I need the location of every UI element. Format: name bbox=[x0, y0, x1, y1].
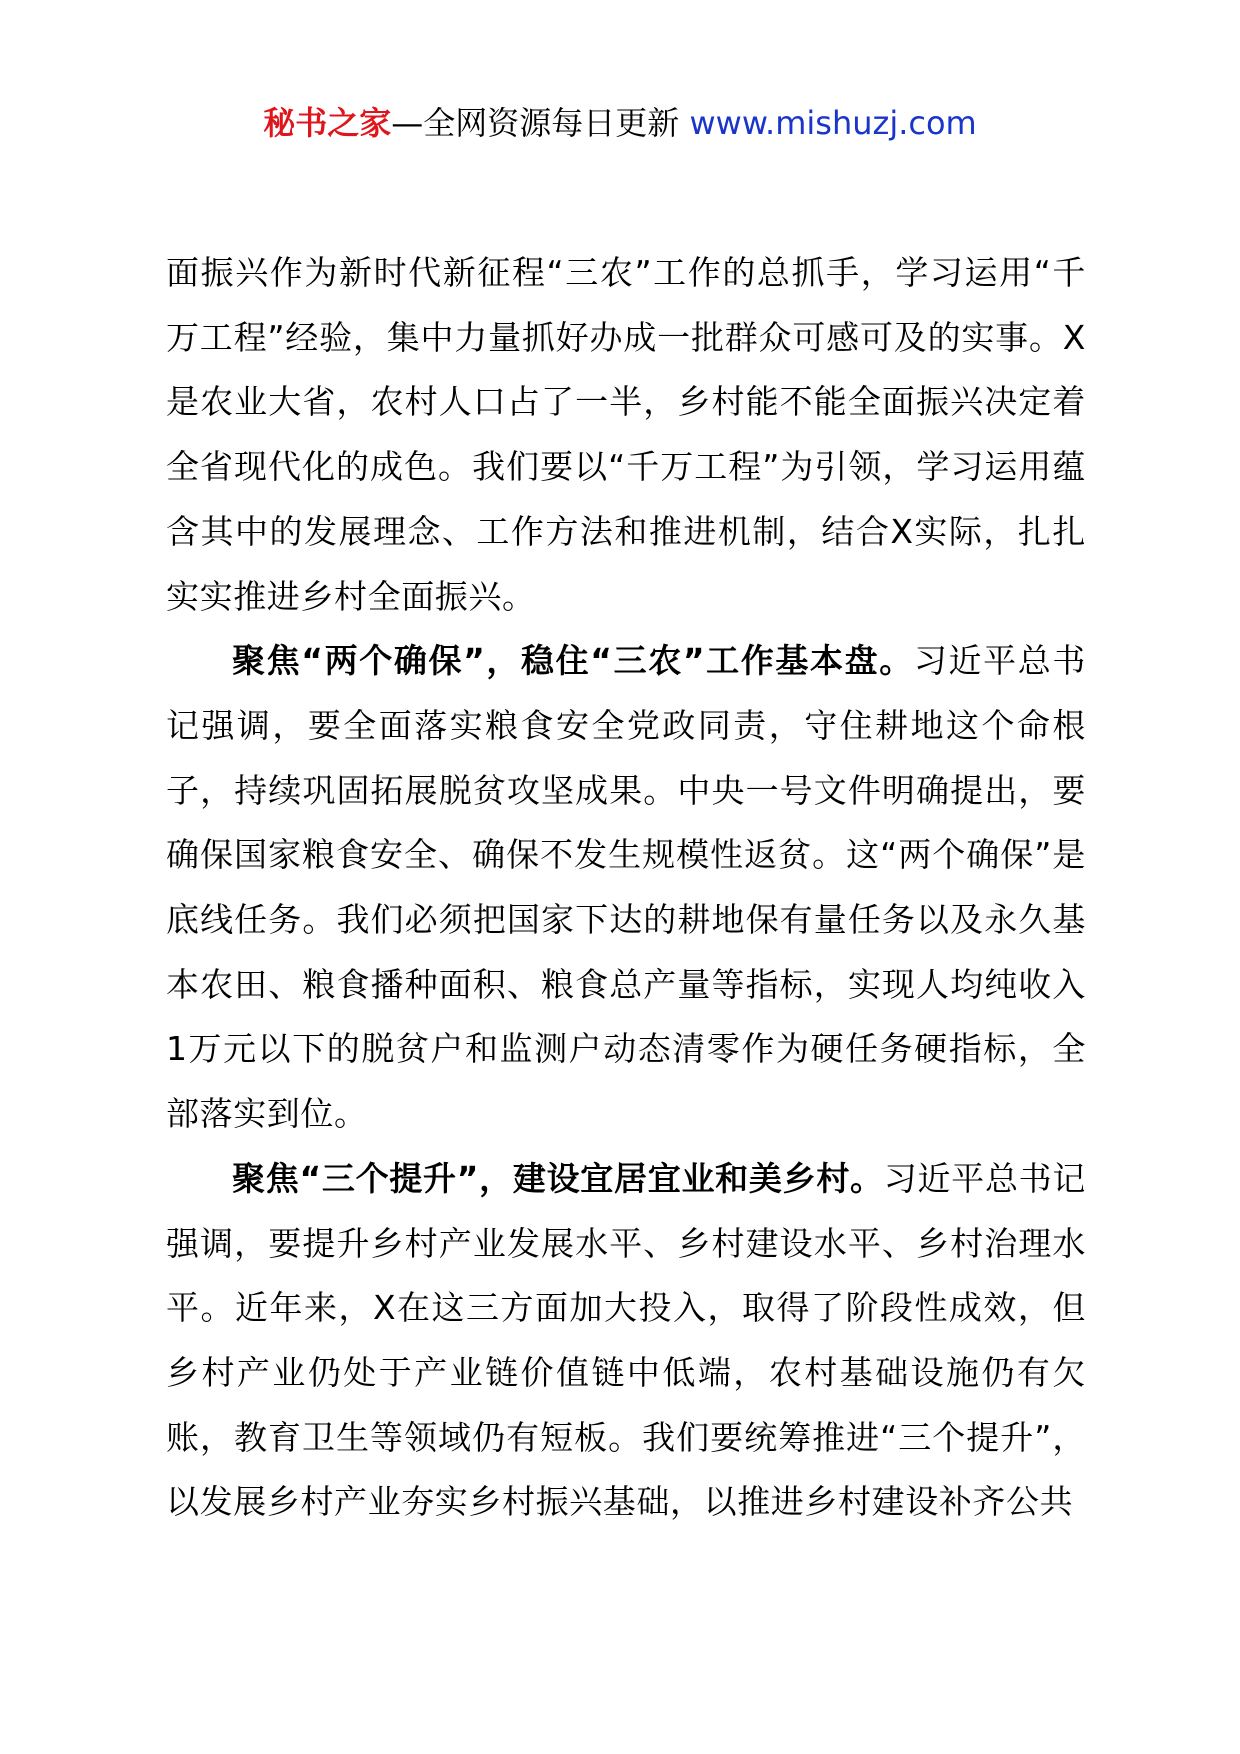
paragraph-3 bbox=[166, 1147, 1086, 1535]
paragraph-lead: 聚焦“两个确保”，稳住“三农”工作基本盘。 bbox=[232, 641, 914, 681]
paragraph-1 bbox=[166, 241, 1086, 629]
header-tagline: —全网资源每日更新 bbox=[391, 104, 680, 142]
page-header bbox=[0, 100, 1240, 146]
header-url-link[interactable]: www.mishuzj.com bbox=[689, 104, 977, 142]
document-body bbox=[166, 241, 1086, 1535]
paragraph-text: 习近平总书记强调，要全面落实粮食安全党政同责，守住耕地这个命根子，持续巩固拓展脱贫攻坚成果。中央一号文件明确提出，要确保国家粮食安全、确保不发生规模性返贫。这“两个确保”是底线任务。我们必须把国家下达的耕地保有量任务以及永久基本农田、粮食播种面积、粮食总产量等指标，实现人均纯收入1万元以下的脱贫户和监测户动态清零作为硬任务硬指标，全部落实到位。 bbox=[166, 641, 1087, 1134]
paragraph-text: 面振兴作为新时代新征程“三农”工作的总抓手，学习运用“千万工程”经验，集中力量抓好办成一批群众可感可及的实事。X是农业大省，农村人口占了一半，乡村能不能全面振兴决定着全省现代化的成色。我们要以“千万工程”为引领，学习运用蕴含其中的发展理念、工作方法和推进机制，结合X实际，扎扎实实推进乡村全面振兴。 bbox=[166, 253, 1086, 616]
paragraph-2 bbox=[166, 629, 1086, 1147]
header-brand: 秘书之家 bbox=[263, 104, 392, 142]
paragraph-text: 习近平总书记强调，要提升乡村产业发展水平、乡村建设水平、乡村治理水平。近年来，X在这三方面加大投入，取得了阶段性成效，但乡村产业仍处于产业链价值链中低端，农村基础设施仍有欠账，教育卫生等领域仍有短板。我们要统筹推进“三个提升”，以发展乡村产业夯实乡村振兴基础，以推进乡村建设补齐公共 bbox=[166, 1158, 1086, 1522]
paragraph-lead: 聚焦“三个提升”，建设宜居宜业和美乡村。 bbox=[232, 1158, 884, 1198]
